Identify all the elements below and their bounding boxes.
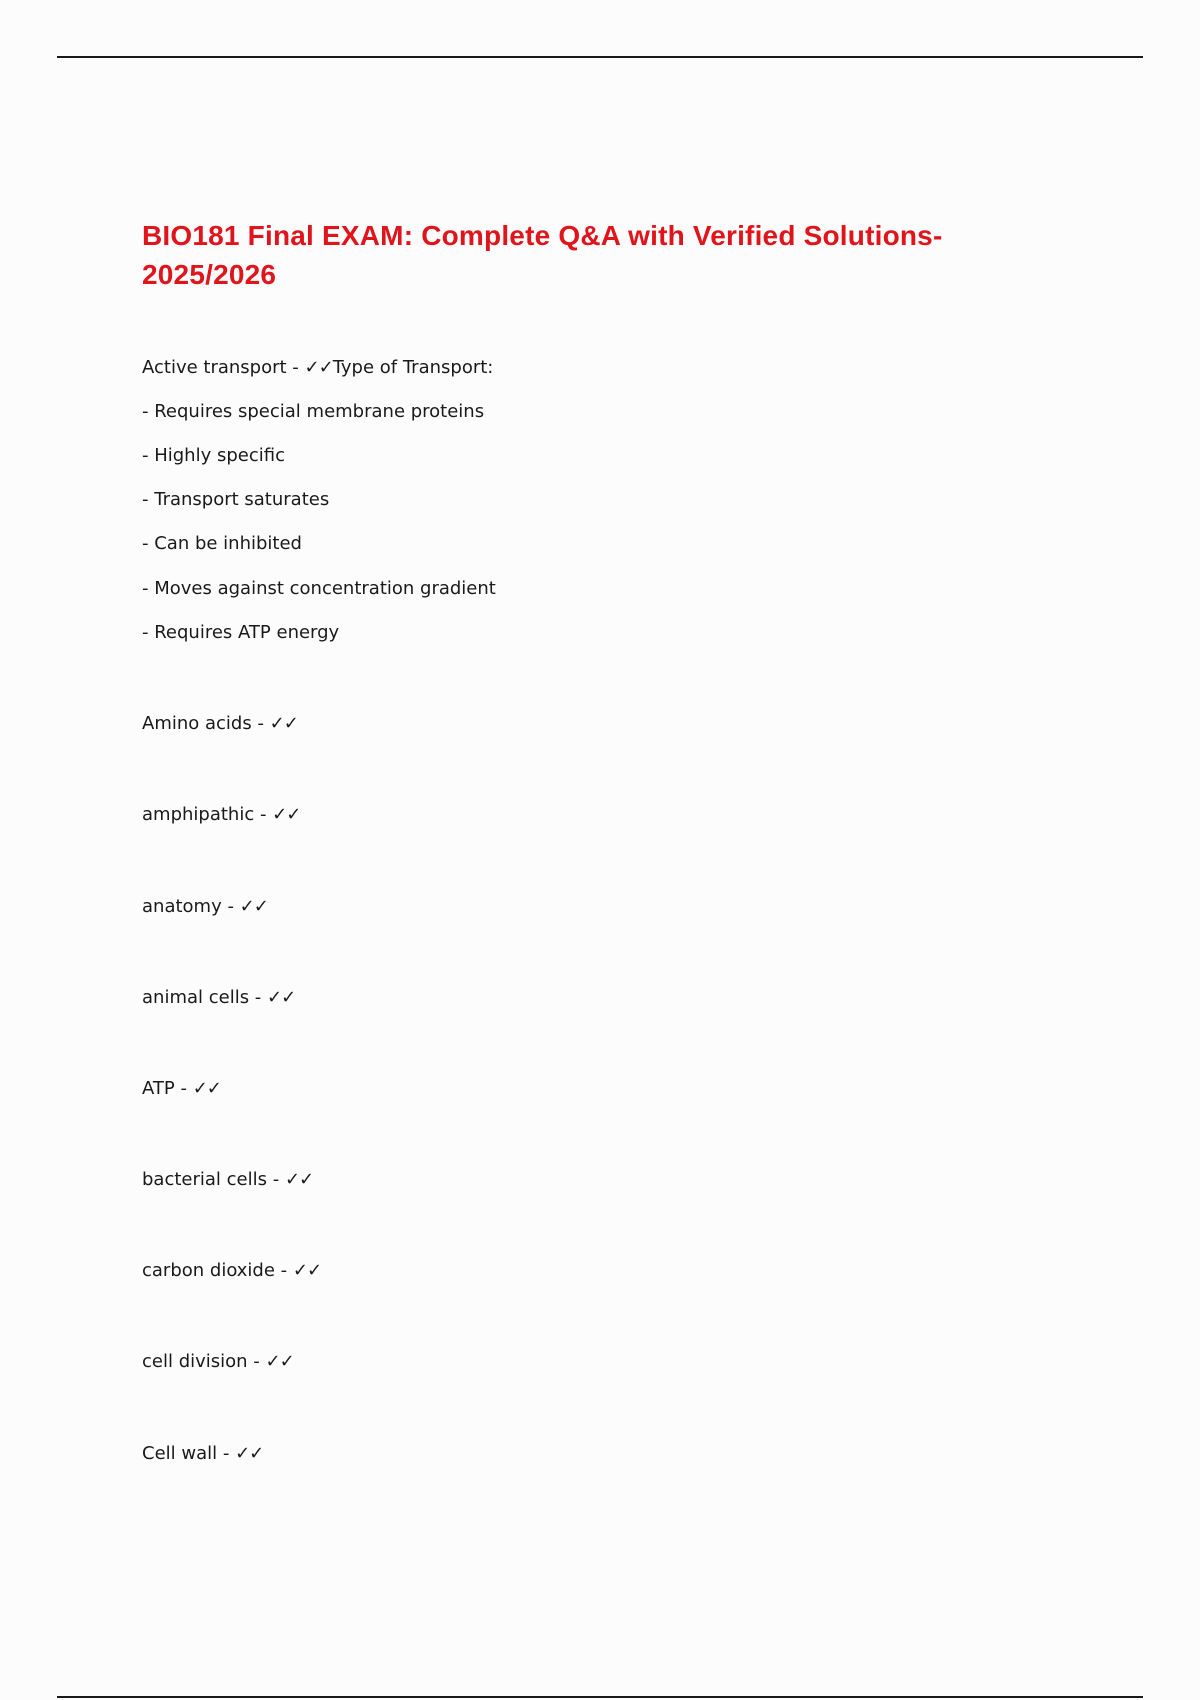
answer-bullet: - Requires ATP energy (142, 622, 340, 643)
term-label: Amino acids - (142, 713, 270, 734)
check-mark-icon: ✓✓ (269, 713, 298, 734)
check-mark-icon: ✓✓ (284, 1169, 314, 1190)
term-label: Cell wall - (142, 1443, 236, 1464)
qa-entry-amphipathic (142, 803, 300, 827)
answer-bullet: - Transport saturates (142, 489, 330, 510)
qa-entry-cell-division (142, 1350, 294, 1374)
check-mark-icon: ✓✓ (272, 804, 301, 825)
answer-bullet: - Highly specific (142, 445, 285, 466)
check-mark-icon: ✓✓ (235, 1443, 264, 1464)
check-mark-icon: ✓✓ (265, 1351, 294, 1372)
check-mark-icon: ✓✓ (304, 357, 333, 378)
term-label: animal cells - (142, 987, 268, 1008)
check-mark-icon: ✓✓ (292, 1260, 322, 1281)
answer-bullet: - Can be inhibited (142, 533, 302, 554)
header-rule (57, 56, 1143, 58)
term-label: anatomy - (142, 896, 240, 917)
qa-entry-cell-wall (142, 1442, 263, 1466)
qa-entry-carbon-dioxide (142, 1259, 321, 1283)
answer-bullet: - Requires special membrane proteins (142, 401, 485, 422)
term-label: Active transport - (142, 357, 305, 378)
check-mark-icon: ✓✓ (192, 1078, 221, 1099)
check-mark-icon: ✓✓ (267, 987, 296, 1008)
qa-entry-atp (142, 1077, 221, 1101)
answer-intro: Type of Transport: (332, 357, 494, 378)
term-label: carbon dioxide - (142, 1260, 293, 1281)
qa-entry-bacterial-cells (142, 1168, 313, 1192)
term-label: cell division - (142, 1351, 266, 1372)
answer-bullet: - Moves against concentration gradient (142, 578, 496, 599)
qa-entry-active-transport (142, 356, 493, 380)
check-mark-icon: ✓✓ (239, 896, 268, 917)
term-label: ATP - (142, 1078, 193, 1099)
document-title: BIO181 Final EXAM: Complete Q&A with Verified Solutions-2025/2026 (142, 220, 943, 290)
term-label: amphipathic - (142, 804, 273, 825)
qa-entry-amino-acids (142, 712, 298, 736)
term-label: bacterial cells - (142, 1169, 285, 1190)
footer-rule (57, 1696, 1143, 1698)
qa-entry-animal-cells (142, 986, 295, 1010)
qa-entry-anatomy (142, 895, 268, 919)
